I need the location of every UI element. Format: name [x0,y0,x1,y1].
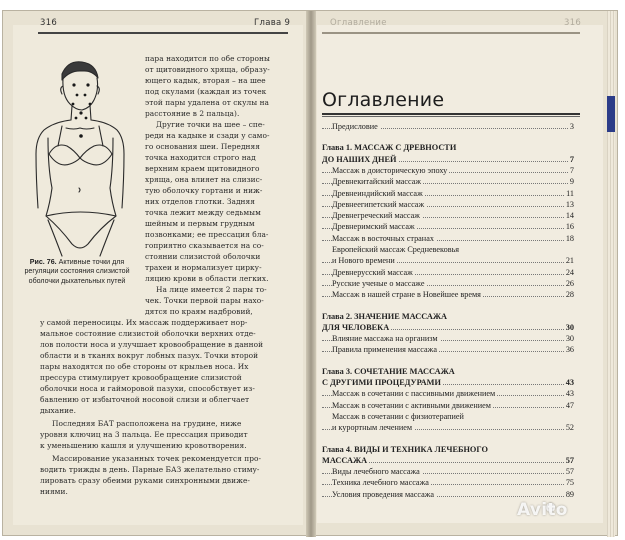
body-line: у самой переносицы. Их массаж поддерживает нор- [40,318,248,327]
toc-chapter-entry [322,142,574,153]
toc-entry-page: 18 [565,233,574,243]
toc-entry-page: 3 [569,122,574,131]
body-line: прессура стимулирует кровообращение слизистой [40,373,242,382]
toc-entry [322,289,574,300]
toc-entry-title: Правила применения массажа [332,345,437,355]
body-line: позвонками; ее прессация бла- [145,230,269,239]
toc-entry [322,466,574,477]
body-line: Последняя БАТ расположена на грудине, ниже [52,419,242,428]
toc-entry [322,400,574,411]
body-line: тую оболочку гортани и ниж- [145,186,263,195]
toc-entry [322,422,574,433]
body-line: них отделов глотки. Задняя [145,197,255,206]
toc-entry [322,199,574,210]
toc-entry-page: 30 [565,322,574,332]
body-line: уровня ключиц на 3 пальца. Ее прессация приводит [40,430,248,439]
toc-entry [322,255,574,266]
toc-entry [322,267,574,278]
toc-entry-page: 26 [565,278,574,288]
toc-entry [322,388,574,399]
body-figure-illustration [18,58,133,258]
body-line: реди на кадыке и сзади у само- [145,131,270,140]
toc-entry-page: 11 [566,188,574,198]
body-line: чек. Точки первой пары нахо- [145,296,264,305]
toc-entry [322,165,574,176]
toc-entry-title: Влияние массажа на организм [332,334,438,344]
body-line: расстояние в 2 пальца). [145,109,240,118]
toc-entry-title: Техника лечебного массажа [332,478,429,488]
left-running-head: Глава 9 [254,18,291,28]
toc-entry-page: 13 [565,199,574,209]
toc-entry-title: Глава 4. ВИДЫ И ТЕХНИКА ЛЕЧЕБНОГО [322,444,488,454]
toc-chapter-entry [322,366,574,377]
body-line: хряща, она влияет на слизис- [145,175,263,184]
toc-entry-page: 75 [565,478,574,488]
toc-entry-title: Древнекитайский массаж [332,177,422,187]
toc-chapter-entry [322,322,574,333]
body-line: точка лежит между седьмым [145,208,261,217]
toc-entry-title: Древнеримский массаж [332,222,415,232]
avito-watermark: Avito [517,500,568,520]
body-line: гоприятно сказывается на со- [145,241,264,250]
toc-chapter-entry [322,311,574,322]
body-line: пара находится по обе стороны [145,54,270,63]
toc-entry-page: 57 [565,455,574,465]
toc-entry [322,244,574,255]
toc-entry-page: 9 [569,177,574,187]
body-line: точка находится строго над [145,153,256,162]
toc-entry [322,233,574,244]
toc-entry-page: 7 [569,165,574,175]
figure-caption-label: Рис. 76. [29,258,57,266]
figure-caption-text: Активные точки для регуляции состояния слизистой оболочки дыхательных путей [24,258,130,285]
toc-chapter-entry [322,444,574,455]
cover-edge [607,96,615,132]
toc-entry-page: 7 [569,154,574,164]
body-line: На лице имеется 2 пары то- [156,285,267,294]
toc-entry-page: 24 [565,267,574,277]
toc-entry-page: 30 [565,334,574,344]
body-line: верхним краем щитовидного [145,164,260,173]
toc-entry-title: МАССАЖА [322,455,368,465]
toc-entry-title: Глава 1. МАССАЖ С ДРЕВНОСТИ [322,143,457,153]
body-line: бавлению от избыточной носовой слизи и облегчает [40,395,250,404]
toc-entry-title: Предисловие [332,122,378,131]
toc-entry [322,489,574,500]
toc-entry-title: Массаж в доисторическую эпоху [332,165,448,175]
toc-entry-title: Виды лечебного массажа [332,467,420,477]
figure-caption [18,258,136,286]
body-line: Массирование указанных точек рекомендуется про- [52,454,262,463]
toc-entry-title: Массаж в сочетании с активными движением [332,400,491,410]
toc-chapter-entry [322,154,574,165]
body-line: под скулами (каждая из точек [145,87,267,96]
body-line: Другие точки на шее – спе- [156,120,265,129]
body-line: дыхание. [40,406,76,415]
body-line: ниями. [40,487,68,496]
toc-entry-page: 43 [565,378,574,387]
body-line: оболочки носа и гайморовой пазухи, способствует из- [40,384,255,393]
left-header-rule [38,32,288,34]
toc-entry [322,176,574,187]
toc-entry-page: 28 [565,290,574,300]
toc-entry-title: С ДРУГИМИ ПРОЦЕДУРАМИ [322,378,441,387]
right-page-number: 316 [564,18,582,28]
toc-chapter-entry [322,455,574,466]
book-gutter [306,11,316,537]
page-edges [607,11,615,537]
body-line: ляцию крови в области легких. [145,274,269,283]
toc-entry-title: Глава 3. СОЧЕТАНИЕ МАССАЖА [322,366,455,376]
toc-title: Оглавление [322,89,445,111]
toc-entry [322,121,574,132]
toc-entry [322,333,574,344]
toc-title-rule [322,113,580,115]
toc-entry [322,188,574,199]
toc-chapter-entry [322,377,574,388]
body-line: мальное состояние слизистой оболочки верхних отде- [40,329,256,338]
toc-entry-page: 89 [565,489,574,499]
right-running-head: Оглавление [330,18,387,28]
toc-entry-title: ДЛЯ ЧЕЛОВЕКА [322,322,390,332]
toc-entry [322,344,574,355]
toc-entry-title: Древнегреческий массаж [332,211,420,221]
body-line: лировать сразу обеими руками синхронными движе- [40,476,250,485]
toc-entry-title: Европейский массаж Средневековья [332,245,460,254]
body-line: дятся по краям надбровий, [145,307,253,316]
body-line: трахеи и нормализует цирку- [145,263,262,272]
toc-entry-title: Условия проведения массажа [332,489,435,499]
body-line: от щитовидного хряща, образу- [145,65,270,74]
body-line: этой пары удалена от скулы на [145,98,270,107]
left-page-number: 316 [40,18,58,28]
toc-entry-title: Глава 2. ЗНАЧЕНИЕ МАССАЖА [322,311,448,321]
right-header-rule [322,32,580,34]
toc-entry-page: 47 [565,400,574,410]
body-line: к уменьшению кашля и улучшению кровотворения. [40,441,247,450]
toc-entry-title: и Нового времени [332,256,395,266]
toc-entry-title: и курортным лечением [332,423,413,433]
body-line: области и в тканях вокруг лобных пазух. Точки второй [40,351,259,360]
toc-entry [322,278,574,289]
toc-entry-page: 52 [565,423,574,433]
body-line: пары находятся по обе стороны от крыльев носа. Их [40,362,249,371]
toc-entry-title: ДО НАШИХ ДНЕЙ [322,154,397,164]
toc-entry-title: Древнерусский массаж [332,267,413,277]
toc-entry-page: 57 [565,467,574,477]
toc-entry-title: Древнеиндийский массаж [332,188,423,198]
toc-entry-title: Массаж в нашей стране в Новейшее время [332,290,481,300]
toc-entry [322,411,574,422]
body-line: лов полости носа и улучшает кровообращение в данной [40,340,264,349]
body-line: го основания шеи. Передняя [145,142,260,151]
toc-entry-title: Массаж в сочетании с пассивными движением [332,389,496,399]
body-line: ющего кадык, вторая – на шее [145,76,266,85]
body-line: водить трижды в день. Парные БАЗ желательно стиму- [40,465,260,474]
toc-entry [322,477,574,488]
toc-entry-title: Массаж в восточных странах [332,233,434,243]
toc-entry-title: Древнеегипетский массаж [332,199,425,209]
toc-entry-title: Русские ученые о массаже [332,278,425,288]
toc-entry-page: 21 [565,256,574,266]
toc-entry-title: Массаж в сочетании с физиотерапией [332,411,464,421]
toc-entry [322,221,574,232]
toc-entry-page: 43 [565,389,574,399]
toc-title-rule-thin [322,116,580,117]
body-line: шейным и первым грудным [145,219,255,228]
toc-entry-page: 36 [565,345,574,355]
toc-entry-page: 14 [565,211,574,221]
body-line: стоянии слизистой оболочки [145,252,261,261]
toc-entry [322,210,574,221]
toc-entry-page: 16 [565,222,574,232]
